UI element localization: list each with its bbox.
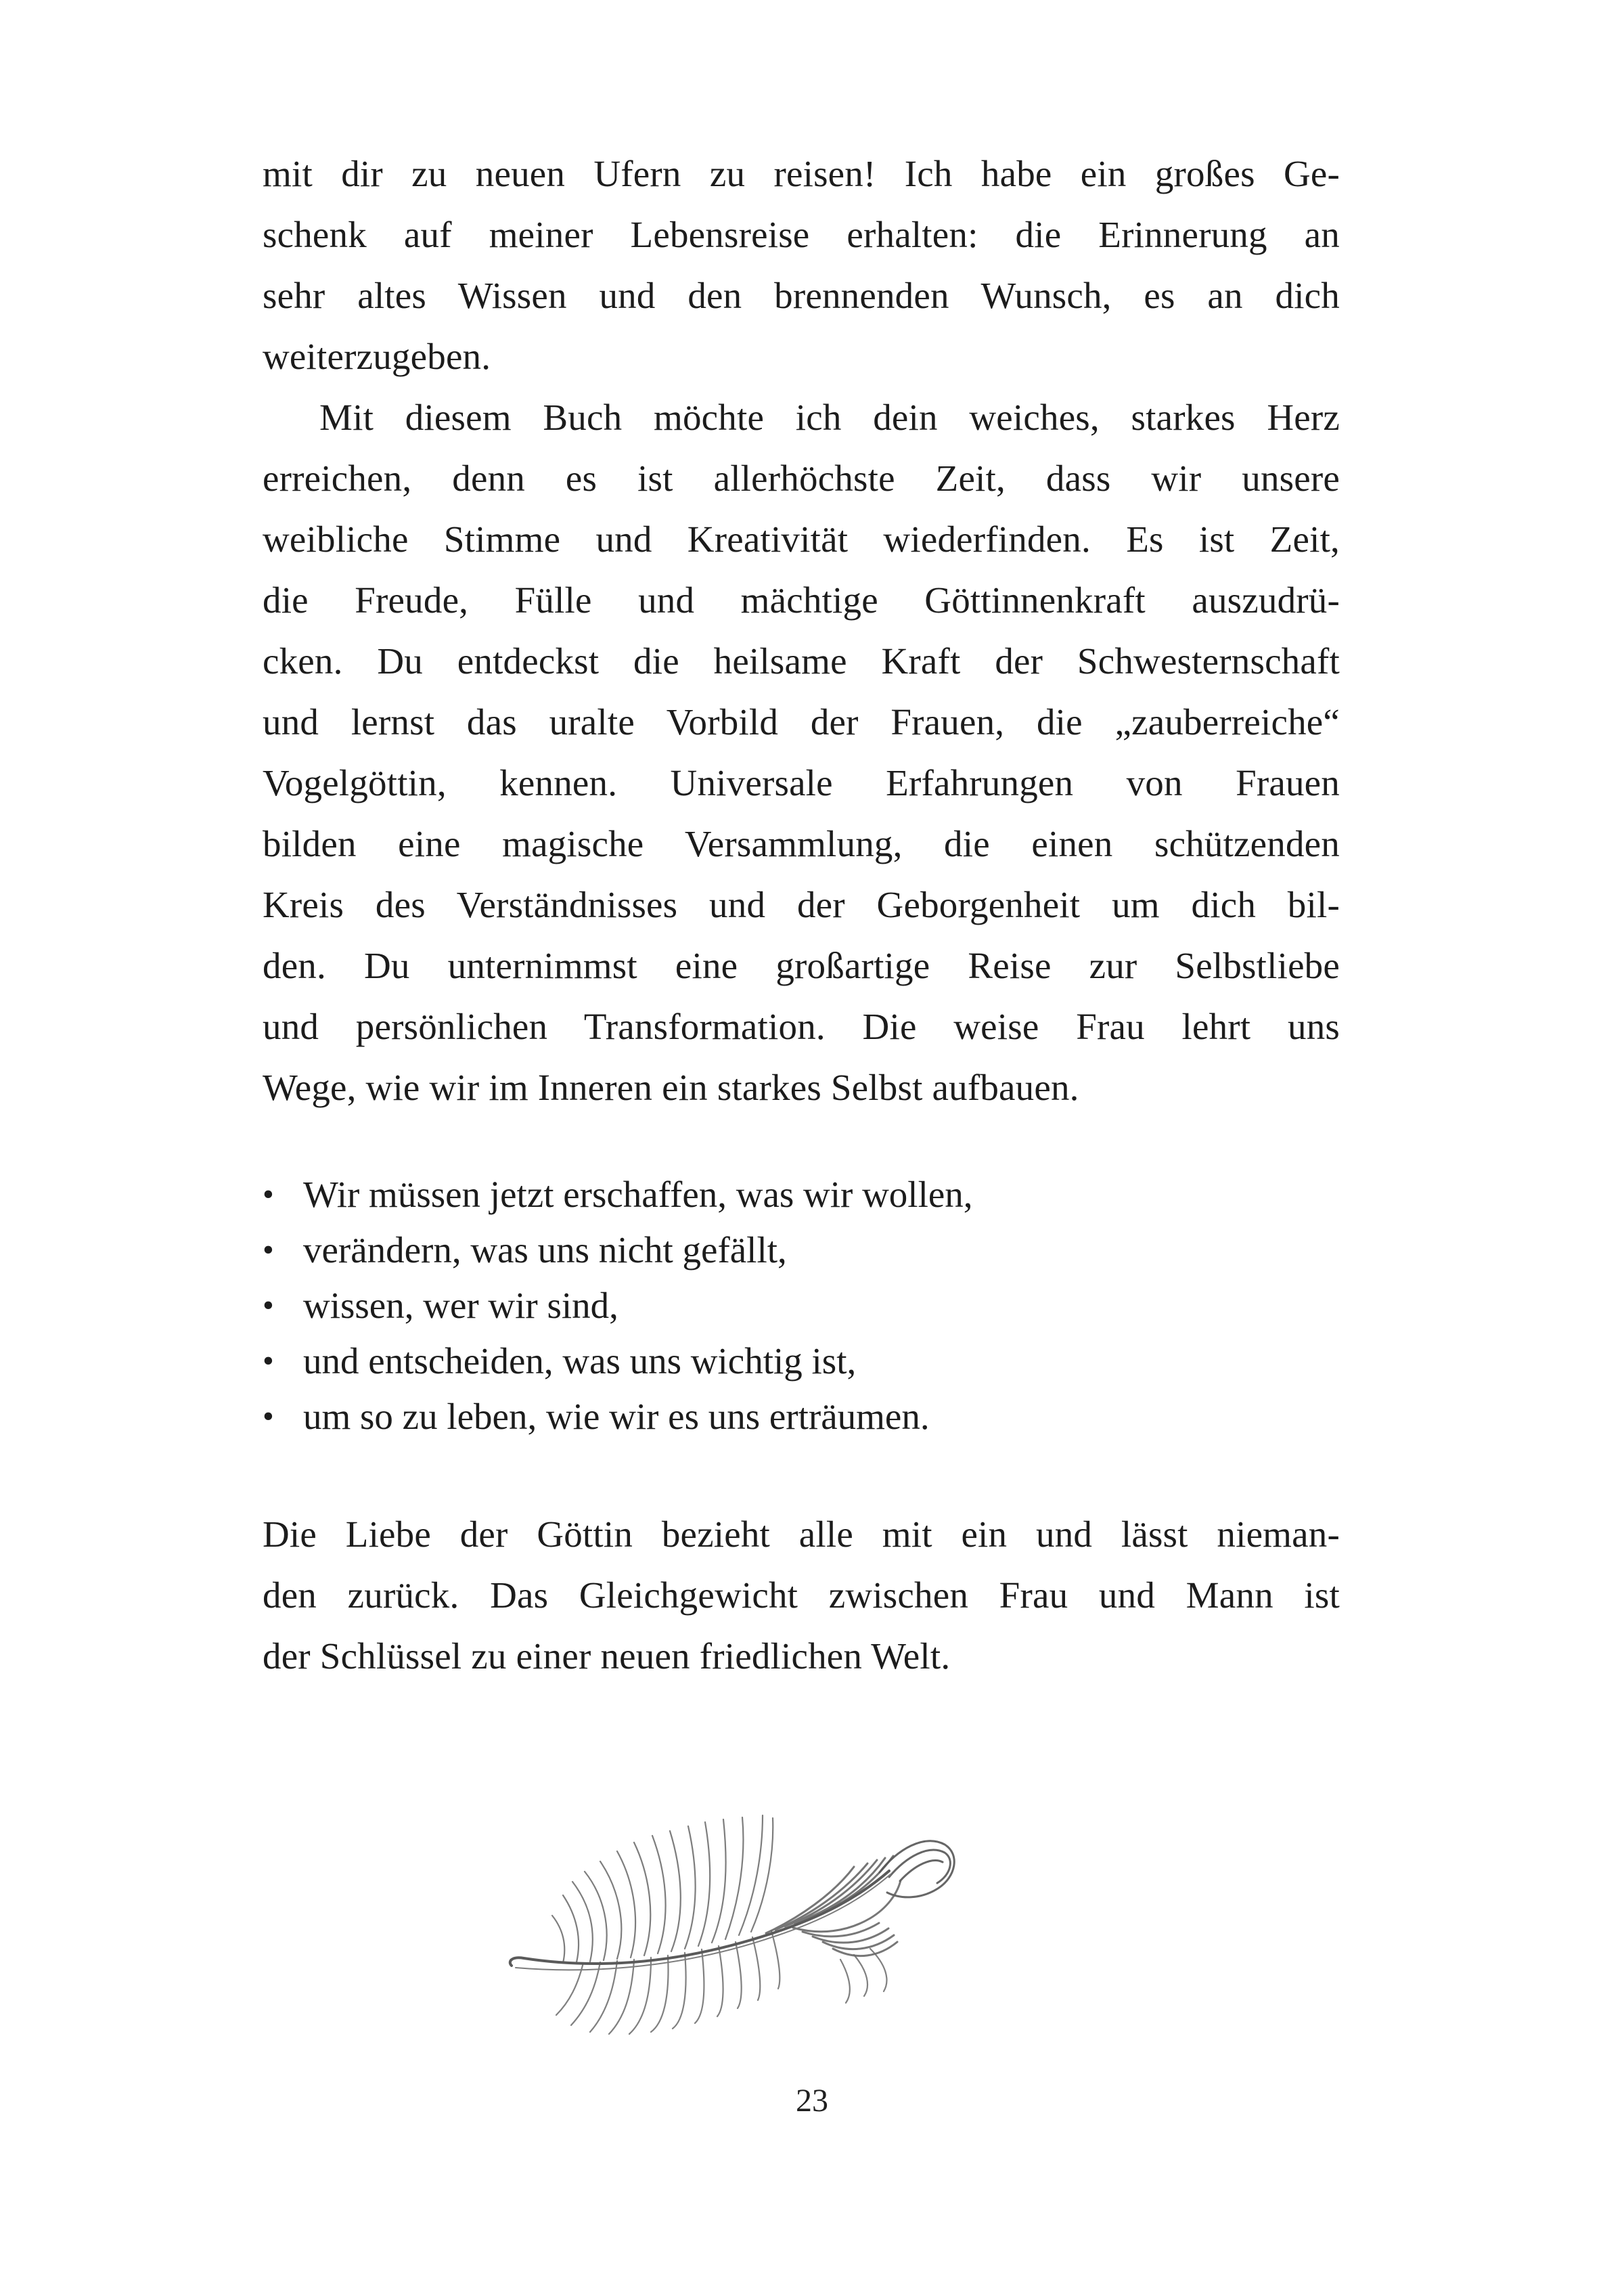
text-line: erreichen, denn es ist allerhöchste Zeit, dass wir unsere <box>263 458 1340 499</box>
bullet-icon: • <box>263 1232 274 1268</box>
bullet-text: um so zu leben, wie wir es uns erträumen. <box>303 1396 930 1437</box>
text-line: den zurück. Das Gleichgewicht zwischen Frau und Mann ist <box>263 1574 1340 1616</box>
page-text <box>263 143 1340 1687</box>
text-line: weiterzugeben. <box>263 336 491 377</box>
bullet-text: Wir müssen jetzt erschaffen, was wir wollen, <box>303 1174 973 1215</box>
bullet-text: wissen, wer wir sind, <box>303 1285 618 1326</box>
text-line: Mit diesem Buch möchte ich dein weiches, starkes Herz <box>319 397 1340 438</box>
text-line: die Freude, Fülle und mächtige Göttinnenkraft auszudrü- <box>263 579 1340 621</box>
paragraph-3 <box>263 1504 1340 1687</box>
text-line: der Schlüssel zu einer neuen friedlichen Welt. <box>263 1635 951 1677</box>
bullet-text: verändern, was uns nicht gefällt, <box>303 1229 787 1270</box>
text-line: schenk auf meiner Lebensreise erhalten: die Erinnerung an <box>263 214 1340 255</box>
text-line: bilden eine magische Versammlung, die einen schützenden <box>263 823 1340 864</box>
list-item <box>263 1333 1340 1389</box>
text-line: cken. Du entdeckst die heilsame Kraft der Schwesternschaft <box>263 640 1340 682</box>
list-item <box>263 1167 1340 1222</box>
paragraph-1 <box>263 143 1340 387</box>
list-item <box>263 1389 1340 1444</box>
bullet-list <box>263 1167 1340 1444</box>
list-item <box>263 1278 1340 1333</box>
bullet-icon: • <box>263 1287 274 1323</box>
text-line: Vogelgöttin, kennen. Universale Erfahrungen von Frauen <box>263 762 1340 803</box>
page-number: 23 <box>796 2083 828 2119</box>
text-line: und lernst das uralte Vorbild der Frauen, die „zauberreiche“ <box>263 701 1340 743</box>
list-item <box>263 1222 1340 1278</box>
text-line: Wege, wie wir im Inneren ein starkes Selbst aufbauen. <box>263 1067 1079 1108</box>
text-line: weibliche Stimme und Kreativität wiederfinden. Es ist Zeit, <box>263 518 1340 560</box>
bullet-icon: • <box>263 1176 274 1212</box>
bullet-text: und entscheiden, was uns wichtig ist, <box>303 1340 857 1381</box>
text-line: Die Liebe der Göttin bezieht alle mit ein und lässt nieman- <box>263 1513 1340 1555</box>
paragraph-2 <box>263 387 1340 1118</box>
text-line: und persönlichen Transformation. Die weise Frau lehrt uns <box>263 1006 1340 1047</box>
text-line: Kreis des Verständnisses und der Geborgenheit um dich bil- <box>263 884 1340 925</box>
feather-illustration <box>501 1792 1008 2043</box>
text-line: sehr altes Wissen und den brennenden Wunsch, es an dich <box>263 275 1340 316</box>
text-line: mit dir zu neuen Ufern zu reisen! Ich habe ein großes Ge- <box>263 153 1340 194</box>
bullet-icon: • <box>263 1343 274 1379</box>
bullet-icon: • <box>263 1398 274 1434</box>
text-line: den. Du unternimmst eine großartige Reise zur Selbstliebe <box>263 945 1340 986</box>
